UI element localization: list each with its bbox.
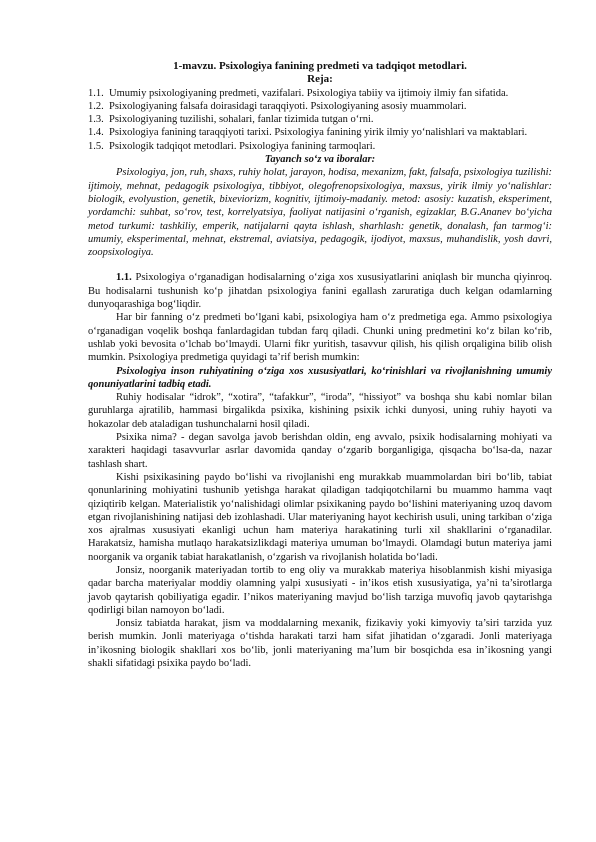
paragraph-3: Ruhiy hodisalar “idrok”, “xotira”, “tafakkur”, “iroda”, “hissiyot” va boshqa shu kabi nomlar bilan guruhlarga ajratilib, hammasi birgalikda psixika, kishining psixik ichki dunyosi, uning ruhiy hayoti va hokazolar deb ataladigan tushunchalarni hosil qiladi. bbox=[88, 392, 552, 430]
section-number: 1.1. bbox=[116, 272, 132, 284]
definition: Psixologiya inson ruhiyatining o‘ziga xos xususiyatlari, ko‘rinishlari va rivojlanishning umumiy qonuniyatlarini tadbiq etadi. bbox=[88, 365, 552, 390]
plan-item bbox=[88, 126, 552, 139]
paragraph-1 bbox=[88, 271, 552, 311]
plan-item bbox=[88, 113, 552, 126]
plan-item-number: 1.1. bbox=[88, 87, 104, 99]
paragraph-4: Psixika nima? - degan savolga javob berishdan oldin, eng avvalo, psixik hodisalarning mohiyati va xarakteri haqidagi tasavvurlar asrlar davomida qanday o‘zgarib borganligiga, qisqacha bo‘lsa-da, nazar tashlash shart. bbox=[88, 432, 552, 470]
plan-item bbox=[88, 87, 552, 100]
plan-heading: Reja: bbox=[307, 73, 333, 86]
paragraph-1-text: Psixologiya o‘rganadigan hodisalarning o‘ziga xos xususiyatlarini aniqlash bir muncha qiyinroq. Bu hodisalarni tushunish ko‘p jihatdan psixologiya fanini egallash zaruratiga duch kelgan odamlarning dunyoqarashiga bog‘liqdir. bbox=[88, 272, 552, 311]
keywords-heading: Tayanch so‘z va iboralar: bbox=[264, 154, 376, 166]
plan-item-text: Psixologiyaning tuzilishi, sohalari, fanlar tizimida tutgan o‘rni. bbox=[109, 114, 374, 126]
spacer bbox=[88, 259, 552, 271]
plan-item-number: 1.4. bbox=[88, 127, 104, 139]
paragraph-2: Har bir fanning o‘z predmeti bo‘lgani kabi, psixologiya ham o‘z predmetiga ega. Ammo psixologiya o‘rganadigan voqelik boshqa fanlardagidan tubdan farq qiladi. Chunki uning predmetini ko‘z bilan ko‘rib, ushlab yoki bevosita o‘lchab bo‘lmaydi. Ularni fikr yuritish, tasavvur qilish, his qilish orqaligina bilib olish mumkin. Psixologiya predmetiga quyidagi ta’rif berish mumkin: bbox=[88, 312, 552, 364]
plan-item bbox=[88, 100, 552, 113]
keywords-text: Psixologiya, jon, ruh, shaxs, ruhiy holat, jarayon, hodisa, mexanizm, fakt, falsafa, psixologiya tuzilishi: ijtimoiy, mehnat, pedagogik psixologiya, tibbiyot, olegofrenopsixologiya, maxsus, yirik ilmiy yo‘nalishlar: biologik, evolyustion, genetik, bixeviorizm, kognitiv, ijtimoiy-madaniy. metod: asosiy: kuzatish, eksperiment, yordamchi: suhbat, so‘rov, test, korrelyatsiya, faoliyat natijasini o‘rganish, egizaklar, B.G.Ananev bo‘yicha metod turkumi: tashkiliy, emperik, natijalarni qayta ishlash, sharhlash: genetik, donalash, fan tarmog‘i: umumiy, eksperimental, mehnat, ekstremal, aviatsiya, pedagogik, ijodiyot, maxsus, muhandislik, yosh davri, zoopsixologiya. bbox=[88, 167, 552, 259]
paragraph-5: Kishi psixikasining paydo bo‘lishi va rivojlanishi eng murakkab muammolardan biri bo‘lib, tabiat qonunlarining mohiyatini tushunib yetishga harakat qiladigan tadqiqotchilarni bu muammo hamma vaqt qiziqtirib kelgan. Materialistik yo‘nalishidagi olimlar psixikaning paydo bo‘lishini materiyaning uzoq davom etgan rivojlanishining natijasi deb izohlashadi. Ular materiyaning hayot kechirish usuli, uning tarkiban o‘ziga xos ajralmas xususiyati ekanligi uchun ham materiya harakatining turli xil shakllarini o‘rganadilar. Harakatsiz, hamisha mutlaqo harakatsizlikdagi materiya umuman bo‘lmaydi. Olamdagi butun materiya jami noorganik va organik tabiat harakatlanish, o‘zgarish va rivojlanish holatida bo‘ladi. bbox=[88, 471, 552, 563]
plan-list bbox=[88, 87, 552, 153]
plan-item-text: Psixologiya fanining taraqqiyoti tarixi. Psixologiya fanining yirik ilmiy yo‘nalishlari va maktablari. bbox=[109, 127, 528, 139]
plan-item-number: 1.2. bbox=[88, 100, 104, 112]
paragraph-6: Jonsiz, noorganik materiyadan tortib to eng oliy va murakkab materiya hisoblanmish kishi miyasiga qadar barcha materiyalar moddiy olamning yalpi xususiyati - in’ikos etish xususiyatiga, ya’ni ta’sirotlarga javob qaytarish qobiliyatiga egadir. I’nikos materiyaning mavjud bo‘lish tarziga muvofiq javob qaytarishga qodirligi bilan namoyon bo‘ladi. bbox=[88, 564, 552, 616]
plan-item-number: 1.5. bbox=[88, 140, 104, 152]
plan-item-text: Umumiy psixologiyaning predmeti, vazifalari. Psixologiya tabiiy va ijtimoiy ilmiy fan sifatida. bbox=[109, 87, 509, 99]
document-content bbox=[88, 60, 552, 670]
plan-item-text: Psixologik tadqiqot metodlari. Psixologiya fanining tarmoqlari. bbox=[109, 140, 376, 152]
paragraph-7: Jonsiz tabiatda harakat, jism va moddalarning mexanik, fizikaviy yoki kimyoviy ta’siri tarzida yuz berish mumkin. Jonli materiyaga o‘tishda harakati tarzi ham sifat jihatidan o‘zgaradi. Jonli materiyaga in’ikosning biologik shakllari xos bo‘lib, jonli materiyaning ma’lum bir bosqichda esa in’ikosning yangi shakli sifatidagi psixika paydo bo‘ladi. bbox=[88, 618, 552, 670]
page-title: 1-mavzu. Psixologiya fanining predmeti va tadqiqot metodlari. bbox=[173, 60, 467, 72]
plan-item bbox=[88, 140, 552, 153]
plan-item-number: 1.3. bbox=[88, 114, 104, 126]
plan-item-text: Psixologiyaning falsafa doirasidagi taraqqiyoti. Psixologiyaning asosiy muammolari. bbox=[109, 100, 467, 112]
